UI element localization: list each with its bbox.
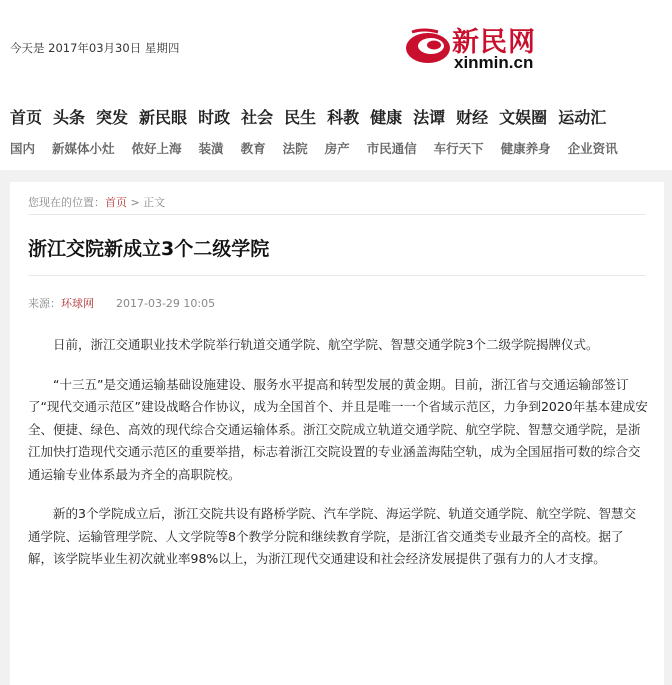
subnav-item[interactable]: 车行天下 xyxy=(433,141,484,156)
article-paragraph: 新的3个学院成立后，浙江交院共设有路桥学院、汽车学院、海运学院、轨道交通学院、航空学院、智慧交通学院、运输管理学院、人文学院等8个教学分院和继续教育学院，是浙江省交通类专业最齐全的高校。据了解，该学院毕业生初次就业率98%以上，为浙江现代交通建设和社会经济发展提供了强有力的人才支撑。 xyxy=(28,506,636,566)
nav-item[interactable]: 民生 xyxy=(284,108,317,127)
primary-nav xyxy=(10,105,617,131)
subnav-item[interactable]: 侬好上海 xyxy=(131,141,182,156)
divider xyxy=(28,214,646,215)
nav-item[interactable]: 突发 xyxy=(96,108,129,127)
breadcrumb-current: 正文 xyxy=(143,196,166,209)
site-header xyxy=(0,0,672,90)
article-meta xyxy=(28,295,215,311)
article-paragraph: 日前，浙江交通职业技术学院举行轨道交通学院、航空学院、智慧交通学院3个二级学院揭牌仪式。 xyxy=(53,337,599,352)
nav-item[interactable]: 文娱圈 xyxy=(499,108,548,127)
article-body xyxy=(28,334,648,588)
xinmin-logo-icon xyxy=(404,26,454,68)
breadcrumb-home-link[interactable]: 首页 xyxy=(105,196,127,209)
subnav-item[interactable]: 教育 xyxy=(240,141,266,156)
nav-item[interactable]: 健康 xyxy=(370,108,403,127)
nav-item[interactable]: 社会 xyxy=(241,108,274,127)
nav-item[interactable]: 科教 xyxy=(327,108,360,127)
site-logo[interactable] xyxy=(404,20,564,78)
breadcrumb xyxy=(28,194,165,210)
secondary-nav xyxy=(10,139,635,157)
logo-text-en: xinmin.cn xyxy=(454,53,534,72)
subnav-item[interactable]: 市民通信 xyxy=(366,141,417,156)
subnav-item[interactable]: 法院 xyxy=(282,141,308,156)
nav-item[interactable]: 新民眼 xyxy=(139,108,188,127)
subnav-item[interactable]: 新媒体小灶 xyxy=(52,141,115,156)
article-card xyxy=(10,182,664,685)
nav-item[interactable]: 财经 xyxy=(456,108,489,127)
divider xyxy=(28,275,646,276)
nav-item[interactable]: 首页 xyxy=(10,108,43,127)
subnav-item[interactable]: 国内 xyxy=(10,141,36,156)
nav-item[interactable]: 运动汇 xyxy=(558,108,607,127)
subnav-item[interactable]: 房产 xyxy=(324,141,350,156)
article-title: 浙江交院新成立3个二级学院 xyxy=(28,238,270,260)
breadcrumb-separator: > xyxy=(127,196,144,209)
article-paragraph: “十三五”是交通运输基础设施建设、服务水平提高和转型发展的黄金期。目前，浙江省与交通运输部签订了“现代交通示范区”建设战略合作协议，成为全国首个、并且是唯一一个省域示范区，力争到2020年基本建成安全、便捷、绿色、高效的现代综合交通运输体系。浙江交院成立轨道交通学院、航空学院、智慧交通学院，是浙江加快打造现代交通示范区的重要举措，标志着浙江交院设置的专业涵盖海陆空轨，成为全国屈指可数的综合交通运输专业体系最为齐全的高职院校。 xyxy=(28,376,648,482)
logo-text-cn: 新民网 xyxy=(452,27,536,58)
source-link[interactable]: 环球网 xyxy=(61,297,94,310)
publish-time: 2017-03-29 10:05 xyxy=(116,297,216,310)
subnav-item[interactable]: 健康养身 xyxy=(500,141,551,156)
breadcrumb-prefix: 您现在的位置： xyxy=(28,196,105,209)
nav-item[interactable]: 法谭 xyxy=(413,108,446,127)
nav-item[interactable]: 头条 xyxy=(53,108,86,127)
nav-item[interactable]: 时政 xyxy=(198,108,231,127)
subnav-item[interactable]: 装潢 xyxy=(198,141,224,156)
subnav-item[interactable]: 企业资讯 xyxy=(567,141,618,156)
current-date: 今天是 2017年03月30日 星期四 xyxy=(10,41,180,55)
source-label: 来源： xyxy=(28,297,61,310)
